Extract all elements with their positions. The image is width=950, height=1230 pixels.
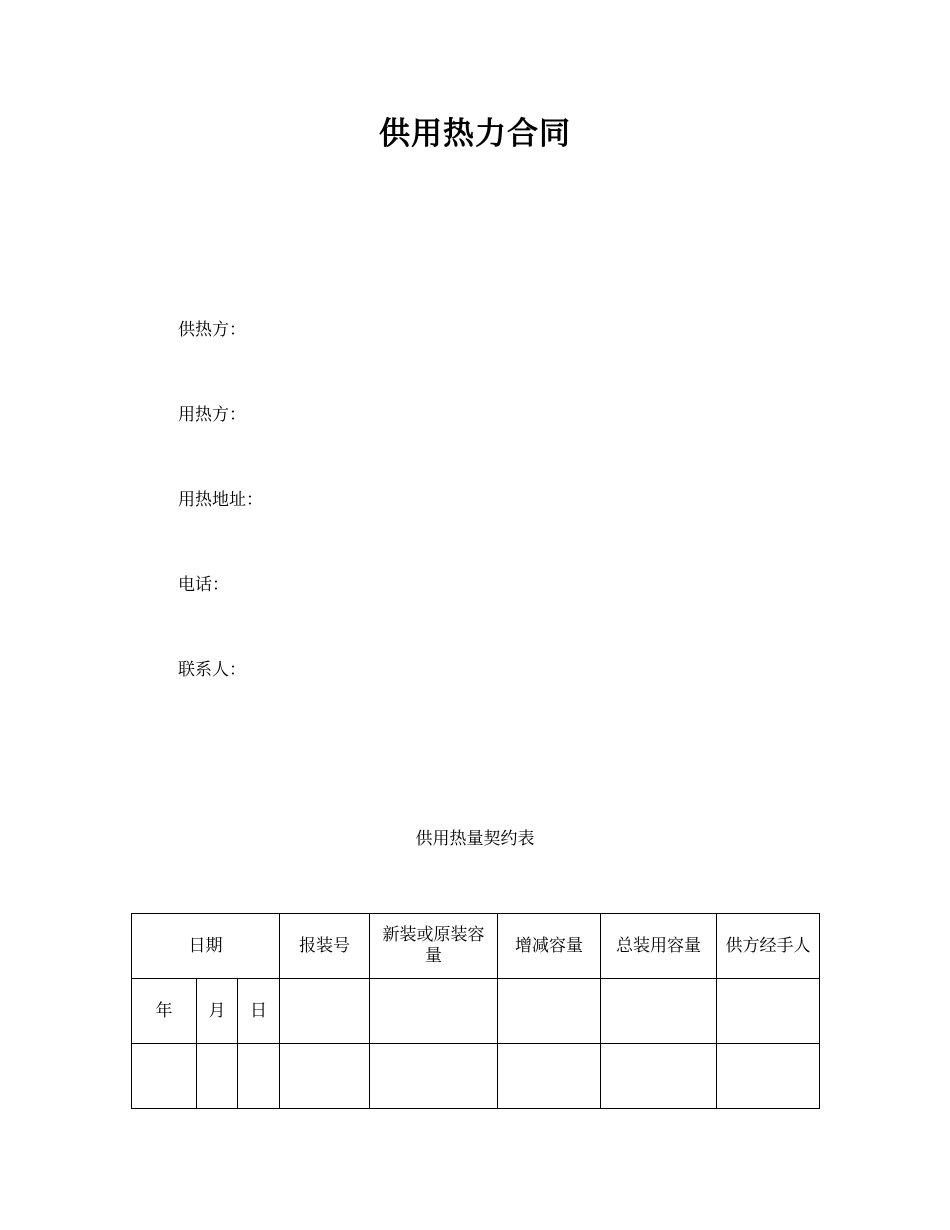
table-cell bbox=[280, 1044, 370, 1109]
supplier-label: 供热方： bbox=[178, 320, 246, 340]
table-cell bbox=[601, 979, 717, 1044]
table-header-row bbox=[132, 914, 820, 979]
table-row bbox=[132, 1044, 820, 1109]
header-date: 日期 bbox=[132, 914, 280, 979]
header-new-or-original-capacity: 新装或原装容量 bbox=[370, 914, 498, 979]
document-title: 供用热力合同 bbox=[379, 116, 571, 152]
header-year: 年 bbox=[132, 979, 197, 1044]
table-cell bbox=[280, 979, 370, 1044]
table-cell bbox=[132, 1044, 197, 1109]
table-subheader-row bbox=[132, 979, 820, 1044]
header-change-capacity: 增减容量 bbox=[498, 914, 601, 979]
heat-contract-table bbox=[131, 913, 820, 1109]
contact-label: 联系人： bbox=[178, 660, 246, 680]
header-report-no: 报装号 bbox=[280, 914, 370, 979]
table-cell bbox=[601, 1044, 717, 1109]
header-month: 月 bbox=[197, 979, 238, 1044]
table-cell bbox=[498, 1044, 601, 1109]
table-cell bbox=[197, 1044, 238, 1109]
table-cell bbox=[717, 1044, 820, 1109]
table-cell bbox=[498, 979, 601, 1044]
table-cell bbox=[238, 1044, 280, 1109]
address-label: 用热地址： bbox=[178, 490, 263, 510]
table-title: 供用热量契约表 bbox=[415, 829, 535, 849]
table-cell bbox=[370, 1044, 498, 1109]
phone-label: 电话： bbox=[178, 575, 229, 595]
table-cell bbox=[370, 979, 498, 1044]
user-label: 用热方： bbox=[178, 405, 246, 425]
header-supplier-handler: 供方经手人 bbox=[717, 914, 820, 979]
header-total-capacity: 总装用容量 bbox=[601, 914, 717, 979]
table-cell bbox=[717, 979, 820, 1044]
header-day: 日 bbox=[238, 979, 280, 1044]
